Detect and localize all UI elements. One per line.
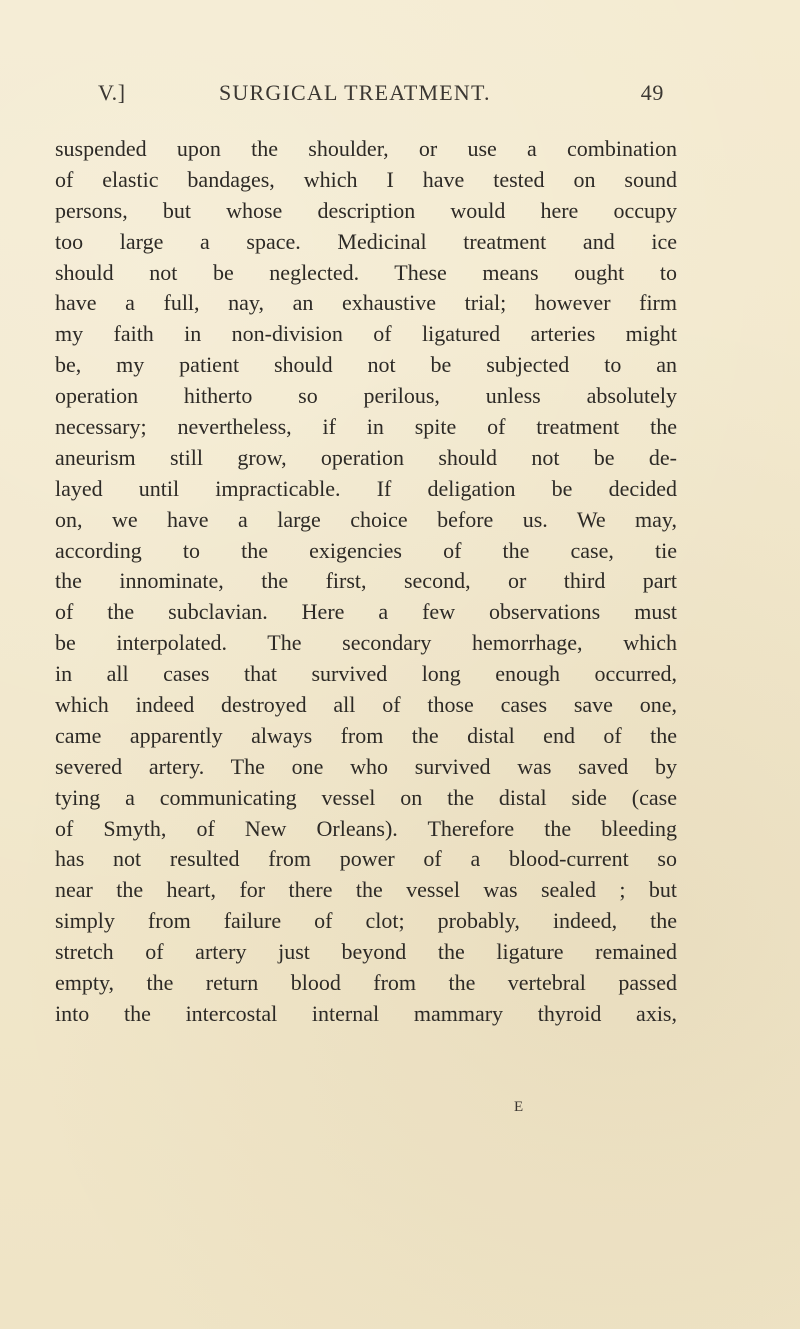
text-line-10: necessary; nevertheless, if in spite of treatment the [55, 414, 677, 440]
text-line-23: of Smyth, of New Orleans). Therefore the bleeding [55, 815, 677, 841]
text-line-4: too large a space. Medicinal treatment and ice [55, 228, 677, 254]
chapter-mark: V.] [98, 80, 126, 105]
text-line-7: my faith in non-division of ligatured arteries might [55, 321, 677, 347]
body-text [55, 134, 677, 1030]
signature-mark: E [514, 1099, 525, 1115]
running-head [98, 80, 664, 112]
text-line-27: stretch of artery just beyond the ligature remained [55, 939, 677, 965]
text-line-5: should not be neglected. These means ought to [55, 259, 677, 285]
text-line-15: the innominate, the first, second, or third part [55, 568, 677, 594]
text-line-3: persons, but whose description would here occupy [55, 197, 677, 223]
text-line-28: empty, the return blood from the vertebral passed [55, 970, 677, 996]
text-line-22: tying a communicating vessel on the distal side (case [55, 784, 677, 810]
text-line-19: which indeed destroyed all of those cases save one, [55, 692, 677, 718]
text-line-17: be interpolated. The secondary hemorrhage, which [55, 630, 677, 656]
text-line-1: suspended upon the shoulder, or use a combination [55, 136, 677, 161]
text-line-21: severed artery. The one who survived was saved by [55, 753, 677, 779]
text-line-11: aneurism still grow, operation should not be de- [55, 444, 677, 470]
text-line-24: has not resulted from power of a blood-current so [55, 846, 677, 872]
text-line-8: be, my patient should not be subjected to an [55, 352, 677, 378]
text-line-18: in all cases that survived long enough occurred, [55, 661, 677, 687]
text-line-29: into the intercostal internal mammary thyroid axis, [55, 1000, 677, 1026]
text-line-2: of elastic bandages, which I have tested on sound [55, 166, 677, 192]
header-title: SURGICAL TREATMENT. [219, 80, 491, 105]
text-line-6: have a full, nay, an exhaustive trial; however firm [55, 290, 677, 316]
text-line-9: operation hitherto so perilous, unless absolutely [55, 383, 677, 409]
page-number: 49 [640, 80, 664, 105]
text-line-20: came apparently always from the distal end of the [55, 722, 677, 748]
text-line-25: near the heart, for there the vessel was sealed ; but [55, 877, 677, 903]
text-line-14: according to the exigencies of the case, tie [55, 537, 677, 563]
text-line-13: on, we have a large choice before us. We may, [55, 506, 677, 532]
text-line-26: simply from failure of clot; probably, indeed, the [55, 908, 677, 934]
text-line-16: of the subclavian. Here a few observations must [55, 599, 677, 625]
text-line-12: layed until impracticable. If deligation be decided [55, 475, 677, 501]
